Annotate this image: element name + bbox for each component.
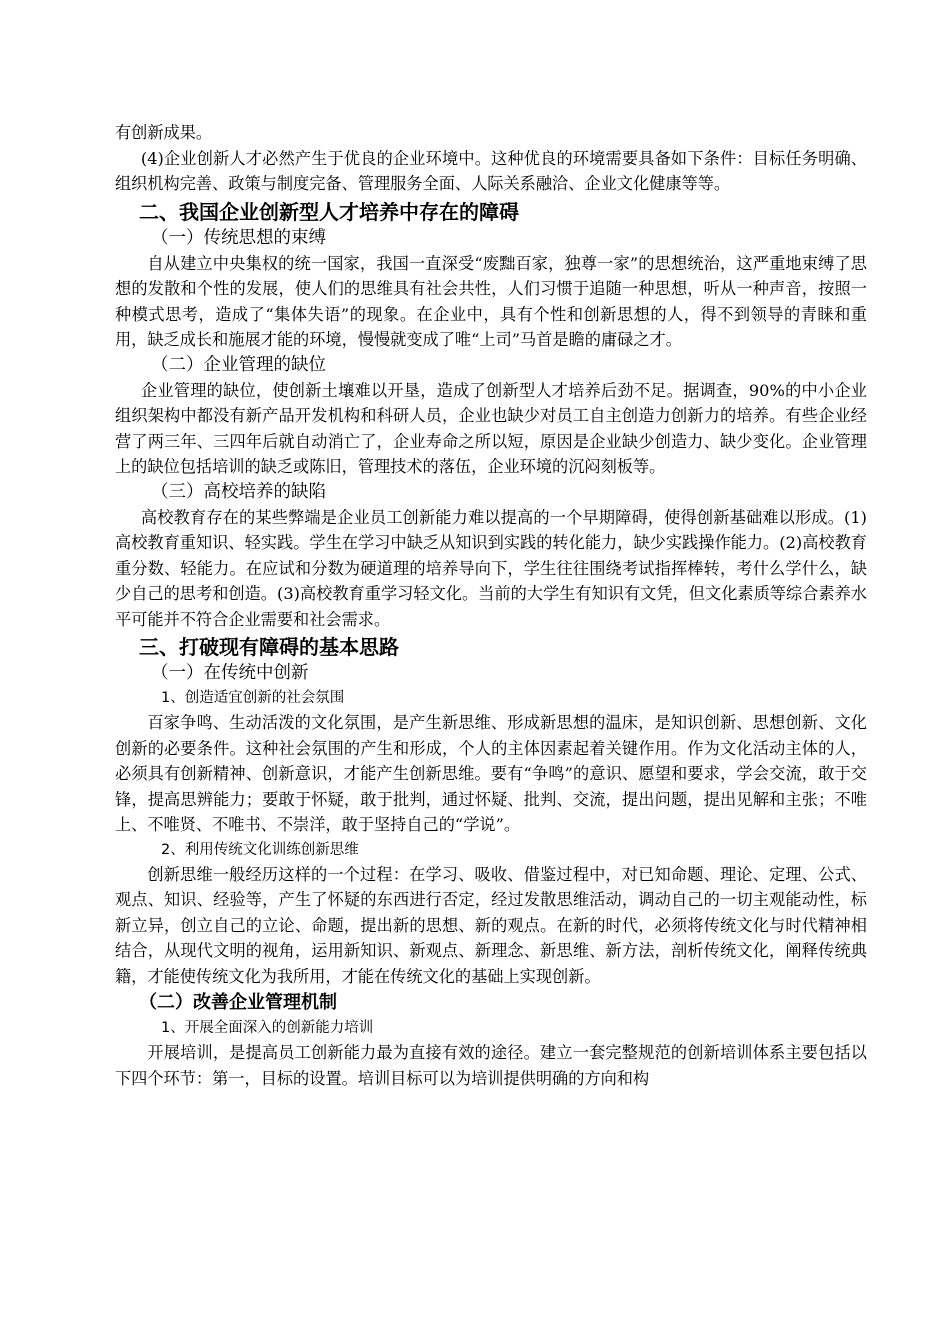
subsection-heading: （二）改善企业管理机制 — [139, 992, 337, 1013]
sub-subsection-heading: 2、利用传统文化训练创新思维 — [161, 841, 359, 858]
paragraph: (4)企业创新人才必然产生于优良的企业环境中。这种优良的环境需要具备如下条件：目标任务明确、组织机构完善、政策与制度完备、管理服务全面、人际关系融洽、企业文化健康等等。 — [115, 148, 867, 193]
paragraph: 企业管理的缺位，使创新土壤难以开垦，造成了创新型人才培养后劲不足。据调查，90%的中小企业组织架构中都没有新产品开发机构和科研人员，企业也缺少对员工自主创造力创新力的培养。有些企业经营了两三年、三四年后就自动消亡了，企业寿命之所以短，原因是企业缺少创造力、缺少变化。企业管理上的缺位包括培训的缺乏或陈旧，管理技术的落伍，企业环境的沉闷刻板等。 — [115, 380, 867, 476]
paragraph: 有创新成果。 — [115, 123, 213, 142]
section-heading: 二、我国企业创新型人才培养中存在的障碍 — [139, 199, 519, 224]
paragraph: 创新思维一般经历这样的一个过程：在学习、吸收、借鉴过程中，对已知命题、理论、定理、公式、观点、知识、经验等，产生了怀疑的东西进行否定，经过发散思维活动，调动自己的一切主观能动性，标新立异，创立自己的立论、命题，提出新的思想、新的观点。在新的时代，必须将传统文化与时代精神相结合，从现代文明的视角，运用新知识、新观点、新理念、新思维、新方法，剖析传统文化，阐释传统典籍，才能使传统文化为我所用，才能在传统文化的基础上实现创新。 — [115, 864, 867, 986]
subsection-heading: （一）在传统中创新 — [151, 663, 309, 683]
section-heading: 三、打破现有障碍的基本思路 — [139, 635, 399, 659]
document-page — [115, 120, 867, 1091]
paragraph: 开展培训，是提高员工创新能力最为直接有效的途径。建立一套完整规范的创新培训体系主要包括以下四个环节：第一，目标的设置。培训目标可以为培训提供明确的方向和构 — [115, 1043, 867, 1088]
sub-subsection-heading: 1、开展全面深入的创新能力培训 — [161, 1020, 374, 1036]
paragraph: 自从建立中央集权的统一国家，我国一直深受“废黜百家，独尊一家”的思想统治，这严重地束缚了思想的发散和个性的发展，使人们的思维具有社会共性，人们习惯于追随一种思想，听从一种声音，按照一种模式思考，造成了“集体失语”的现象。在企业中，具有个性和创新思想的人，得不到领导的青睐和重用，缺乏成长和施展才能的环境，慢慢就变成了唯“上司”马首是瞻的庸碌之才。 — [115, 253, 867, 349]
paragraph: 高校教育存在的某些弊端是企业员工创新能力难以提高的一个早期障碍，使得创新基础难以形成。(1)高校教育重知识、轻实践。学生在学习中缺乏从知识到实践的转化能力，缺少实践操作能力。(2)高校教育重分数、轻能力。在应试和分数为硬道理的培养导向下，学生往往围绕考试指挥棒转，考什么学什么，缺少自己的思考和创造。(3)高校教育重学习轻文化。当前的大学生有知识有文凭，但文化素质等综合素养水平可能并不符合企业需要和社会需求。 — [115, 507, 867, 629]
subsection-heading: （一）传统思想的束缚 — [151, 227, 326, 248]
subsection-heading: （三）高校培养的缺陷 — [151, 481, 326, 502]
subsection-heading: （二）企业管理的缺位 — [151, 354, 326, 375]
sub-subsection-heading: 1、创造适宜创新的社会氛围 — [161, 690, 345, 706]
paragraph: 百家争鸣、生动活泼的文化氛围，是产生新思维、形成新思想的温床，是知识创新、思想创新、文化创新的必要条件。这种社会氛围的产生和形成，个人的主体因素起着关键作用。作为文化活动主体的人，必须具有创新精神、创新意识，才能产生创新思维。要有“争鸣”的意识、愿望和要求，学会交流，敢于交锋，提高思辨能力；要敢于怀疑，敢于批判，通过怀疑、批判、交流，提出问题，提出见解和主张；不唯上、不唯贤、不唯书、不崇洋，敢于坚持自己的“学说”。 — [115, 713, 867, 834]
